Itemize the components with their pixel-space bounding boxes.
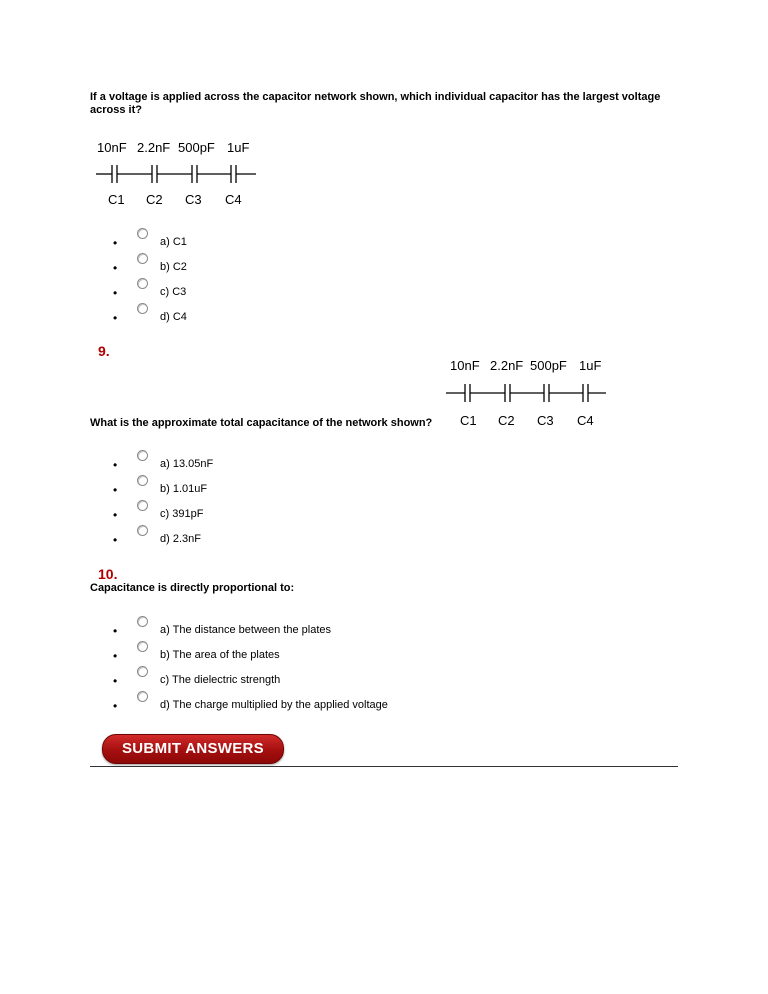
radio-option-q10-a[interactable] bbox=[137, 616, 148, 627]
cap-label-c1: C1 bbox=[108, 192, 125, 207]
option-label: b) The area of the plates bbox=[160, 649, 280, 661]
capacitor-series-schematic-1 bbox=[96, 162, 261, 186]
cap-label-c3: C3 bbox=[537, 413, 554, 428]
option-label: b) 1.01uF bbox=[160, 483, 208, 495]
option-label: d) The charge multiplied by the applied voltage bbox=[160, 699, 388, 711]
question-number-10: 10. bbox=[98, 566, 118, 582]
list-bullet: • bbox=[113, 624, 118, 638]
option-label: c) 391pF bbox=[160, 508, 204, 520]
radio-option-q1-c[interactable] bbox=[137, 278, 148, 289]
cap-label-c4: C4 bbox=[577, 413, 594, 428]
capacitor-series-schematic-2 bbox=[446, 381, 611, 405]
radio-option-q9-a[interactable] bbox=[137, 450, 148, 461]
radio-option-q10-b[interactable] bbox=[137, 641, 148, 652]
cap-label-c3: C3 bbox=[185, 192, 202, 207]
question-number-9: 9. bbox=[98, 343, 110, 359]
radio-option-q9-d[interactable] bbox=[137, 525, 148, 536]
question-text-10: Capacitance is directly proportional to: bbox=[90, 582, 295, 594]
option-label: d) C4 bbox=[160, 311, 187, 323]
list-bullet: • bbox=[113, 236, 118, 250]
list-bullet: • bbox=[113, 699, 118, 713]
list-bullet: • bbox=[113, 261, 118, 275]
cap-value-c1: 10nF bbox=[97, 140, 127, 155]
horizontal-divider bbox=[90, 766, 678, 767]
radio-option-q1-a[interactable] bbox=[137, 228, 148, 239]
radio-option-q1-d[interactable] bbox=[137, 303, 148, 314]
cap-value-c4: 1uF bbox=[227, 140, 250, 155]
option-label: a) 13.05nF bbox=[160, 458, 214, 470]
capacitor-network-diagram-1 bbox=[96, 140, 266, 210]
capacitor-network-diagram-2 bbox=[446, 358, 616, 430]
cap-value-c3: 500pF bbox=[530, 358, 567, 373]
option-label: c) C3 bbox=[160, 286, 187, 298]
cap-value-c1: 10nF bbox=[450, 358, 480, 373]
question-text-9: What is the approximate total capacitance of the network shown? bbox=[90, 417, 433, 429]
list-bullet: • bbox=[113, 674, 118, 688]
radio-option-q10-c[interactable] bbox=[137, 666, 148, 677]
list-bullet: • bbox=[113, 483, 118, 497]
cap-label-c2: C2 bbox=[146, 192, 163, 207]
radio-option-q9-c[interactable] bbox=[137, 500, 148, 511]
submit-answers-button[interactable]: SUBMIT ANSWERS bbox=[102, 734, 284, 764]
cap-label-c1: C1 bbox=[460, 413, 477, 428]
option-label: a) The distance between the plates bbox=[160, 624, 332, 636]
cap-label-c4: C4 bbox=[225, 192, 242, 207]
radio-option-q9-b[interactable] bbox=[137, 475, 148, 486]
list-bullet: • bbox=[113, 311, 118, 325]
question-text-1: If a voltage is applied across the capacitor network shown, which individual capacitor has the largest voltage across it? bbox=[90, 91, 661, 116]
list-bullet: • bbox=[113, 508, 118, 522]
list-bullet: • bbox=[113, 649, 118, 663]
option-label: a) C1 bbox=[160, 236, 187, 248]
option-label: c) The dielectric strength bbox=[160, 674, 281, 686]
radio-option-q10-d[interactable] bbox=[137, 691, 148, 702]
cap-value-c2: 2.2nF bbox=[137, 140, 171, 155]
list-bullet: • bbox=[113, 533, 118, 547]
list-bullet: • bbox=[113, 286, 118, 300]
radio-option-q1-b[interactable] bbox=[137, 253, 148, 264]
cap-value-c4: 1uF bbox=[579, 358, 602, 373]
cap-value-c2: 2.2nF bbox=[490, 358, 524, 373]
list-bullet: • bbox=[113, 458, 118, 472]
cap-value-c3: 500pF bbox=[178, 140, 215, 155]
option-label: b) C2 bbox=[160, 261, 187, 273]
option-label: d) 2.3nF bbox=[160, 533, 201, 545]
cap-label-c2: C2 bbox=[498, 413, 515, 428]
